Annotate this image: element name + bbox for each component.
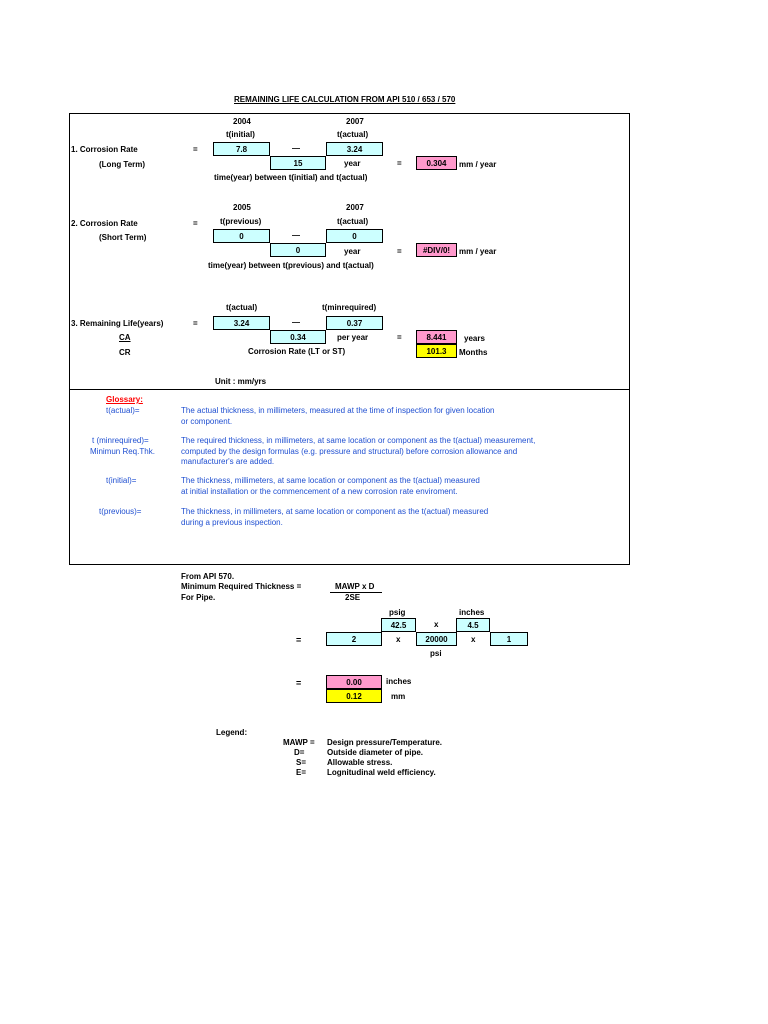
year-previous: 2005 (233, 203, 251, 212)
legend-key: D= (294, 748, 305, 757)
legend-desc: Allowable stress. (327, 758, 393, 767)
time-years-cell[interactable]: 15 (270, 156, 326, 170)
t-actual-cell[interactable]: 3.24 (213, 316, 270, 330)
thickness-inches-result: 0.00 (326, 675, 382, 689)
legend-desc: Design pressure/Temperature. (327, 738, 443, 747)
multiply-sign: x (396, 635, 401, 644)
inches-unit: inches (386, 677, 412, 686)
section3-heading: 3. Remaining Life(years) (71, 319, 164, 328)
equals-sign: = (296, 635, 302, 645)
glossary-definition: The required thickness, in millimeters, at same location or component as the t(actual) measurement, (181, 436, 536, 445)
section1-sub: (Long Term) (99, 160, 146, 169)
rate-unit: mm / year (459, 247, 497, 256)
formula-numerator: MAWP x D (335, 582, 375, 591)
time-caption: time(year) between t(initial) and t(actual) (214, 173, 368, 182)
glossary-title: Glossary: (106, 395, 143, 404)
two-cell[interactable]: 2 (326, 632, 382, 646)
legend-key: MAWP = (283, 738, 315, 747)
corrosion-rate-cell[interactable]: 0.34 (270, 330, 326, 344)
months-label: Months (459, 348, 488, 357)
year-actual: 2007 (346, 203, 364, 212)
glossary-definition: The thickness, in millimeters, at same location or component as the t(actual) measured (181, 507, 489, 516)
glossary-definition: at initial installation or the commencement of a new corrosion rate enviroment. (181, 487, 458, 496)
long-term-rate-result: 0.304 (416, 156, 457, 170)
section2-sub: (Short Term) (99, 233, 147, 242)
short-term-rate-result: #DIV/0! (416, 243, 457, 257)
label-t-actual: t(actual) (337, 217, 369, 226)
inches-label: inches (459, 608, 485, 617)
legend-title: Legend: (216, 728, 248, 737)
t-actual-cell[interactable]: 3.24 (326, 142, 383, 156)
t-actual-cell[interactable]: 0 (326, 229, 383, 243)
rate-caption: Corrosion Rate (LT or ST) (248, 347, 346, 356)
glossary-term: t(initial)= (106, 476, 137, 485)
glossary-term: t(actual)= (106, 406, 140, 415)
t-previous-cell[interactable]: 0 (213, 229, 270, 243)
per-year-label: per year (337, 333, 369, 342)
unit-caption: Unit : mm/yrs (215, 377, 267, 386)
year-label: year (344, 159, 361, 168)
t-minrequired-cell[interactable]: 0.37 (326, 316, 383, 330)
multiply-sign: x (434, 620, 439, 629)
t-initial-cell[interactable]: 7.8 (213, 142, 270, 156)
years-label: years (464, 334, 485, 343)
year-label: year (344, 247, 361, 256)
equals-sign: = (193, 145, 198, 154)
equals-sign: = (193, 219, 198, 228)
section1-heading: 1. Corrosion Rate (71, 145, 138, 154)
page-title: REMAINING LIFE CALCULATION FROM API 510 / 653 / 570 (234, 95, 456, 104)
label-t-minrequired: t(minrequired) (322, 303, 377, 312)
equals-sign: = (296, 678, 302, 688)
weld-efficiency-cell[interactable]: 1 (490, 632, 528, 646)
psig-label: psig (389, 608, 406, 617)
glossary-definition: computed by the design formulas (e.g. pressure and structural) before corrosion allowance and (181, 447, 518, 456)
pipe-formula-label: Minimum Required Thickness = (181, 582, 302, 591)
glossary-definition: manufacturer's are added. (181, 457, 275, 466)
year-actual: 2007 (346, 117, 364, 126)
remaining-years-result: 8.441 (416, 330, 457, 344)
label-t-actual: t(actual) (226, 303, 258, 312)
year-initial: 2004 (233, 117, 251, 126)
formula-denominator: 2SE (345, 593, 361, 602)
psi-label: psi (430, 649, 442, 658)
minus-sign: — (292, 318, 300, 327)
time-caption: time(year) between t(previous) and t(actual) (208, 261, 374, 270)
label-t-actual: t(actual) (337, 130, 369, 139)
remaining-months-result: 101.3 (416, 344, 457, 358)
equals-sign: = (397, 247, 402, 256)
glossary-definition: The thickness, millimeters, at same location or component as the t(actual) measured (181, 476, 480, 485)
glossary-definition: during a previous inspection. (181, 518, 283, 527)
pipe-source: From API 570. (181, 572, 235, 581)
mm-unit: mm (391, 692, 406, 701)
glossary-term: t (minrequired)= (92, 436, 149, 445)
allowable-stress-cell[interactable]: 20000 (416, 632, 457, 646)
rate-unit: mm / year (459, 160, 497, 169)
legend-desc: Outside diameter of pipe. (327, 748, 424, 757)
label-t-initial: t(initial) (226, 130, 255, 139)
equals-sign: = (193, 319, 198, 328)
glossary-definition: or component. (181, 417, 233, 426)
minus-sign: — (292, 144, 300, 153)
equals-sign: = (397, 333, 402, 342)
legend-key: E= (296, 768, 307, 777)
multiply-sign: x (471, 635, 476, 644)
cr-label: CR (119, 348, 131, 357)
legend-key: S= (296, 758, 307, 767)
equals-sign: = (397, 159, 402, 168)
pressure-cell[interactable]: 42.5 (381, 618, 416, 632)
time-years-cell[interactable]: 0 (270, 243, 326, 257)
glossary-definition: The actual thickness, in millimeters, measured at the time of inspection for given location (181, 406, 495, 415)
glossary-term-alt: Minimun Req.Thk. (90, 447, 155, 456)
glossary-term: t(previous)= (99, 507, 142, 516)
pipe-for-label: For Pipe. (181, 593, 216, 602)
label-t-previous: t(previous) (220, 217, 262, 226)
section2-heading: 2. Corrosion Rate (71, 219, 138, 228)
thickness-mm-result: 0.12 (326, 689, 382, 703)
legend-desc: Lognitudinal weld efficiency. (327, 768, 436, 777)
ca-label: CA (119, 333, 131, 342)
diameter-cell[interactable]: 4.5 (456, 618, 490, 632)
minus-sign: — (292, 231, 300, 240)
